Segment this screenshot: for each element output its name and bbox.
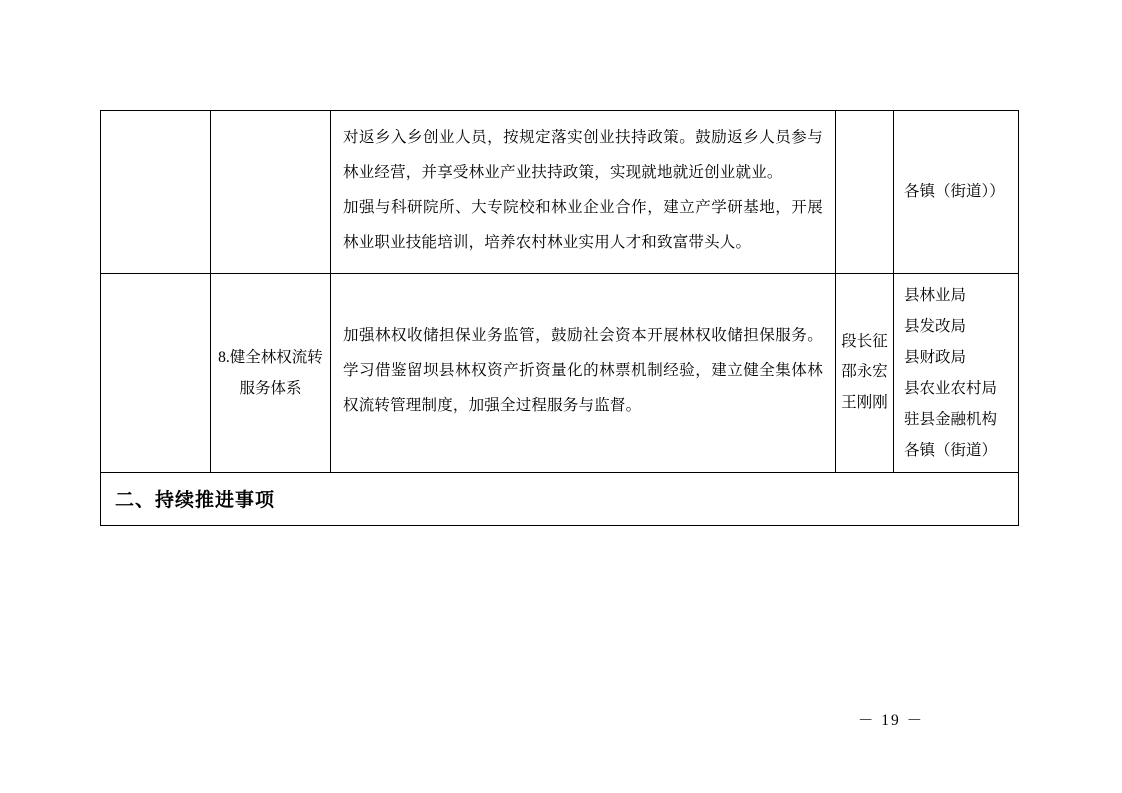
cell-section-title: [101, 472, 1019, 525]
unit-name: 各镇（街道）: [904, 441, 998, 459]
cell-responsible-units: [894, 273, 1019, 472]
person-name: 邵永宏: [841, 363, 888, 381]
unit-name: 县发改局: [904, 317, 967, 335]
cell-item-name: [211, 111, 331, 274]
section-title: 二、持续推进事项: [115, 490, 276, 511]
description-paragraph: 对返乡入乡创业人员，按规定落实创业扶持政策。鼓励返乡人员参与林业经营，并享受林业产业扶持政策，实现就地就近创业就业。: [343, 129, 823, 181]
unit-name: 县财政局: [904, 348, 967, 366]
cell-responsible-persons: [836, 273, 894, 472]
cell-category: [101, 111, 211, 274]
cell-description: [331, 273, 836, 472]
person-name: 段长征: [841, 333, 888, 351]
page-footer: [0, 708, 1122, 730]
page-number: － 19 －: [857, 712, 925, 729]
description-paragraph: 加强林权收储担保业务监管，鼓励社会资本开展林权收储担保服务。学习借鉴留坝县林权资产折资量化的林票机制经验，建立健全集体林权流转管理制度，加强全过程服务与监督。: [343, 327, 823, 414]
section-heading-row: [101, 472, 1019, 525]
unit-name: 各镇（街道））: [904, 183, 1005, 201]
cell-category: [101, 273, 211, 472]
person-name: 王刚刚: [841, 393, 888, 411]
task-table: [100, 110, 1019, 526]
unit-name: 县林业局: [904, 286, 967, 304]
cell-description: [331, 111, 836, 274]
description-paragraph: 加强与科研院所、大专院校和林业企业合作，建立产学研基地，开展林业职业技能培训，培养农村林业实用人才和致富带头人。: [343, 198, 823, 251]
unit-name: 驻县金融机构: [904, 410, 998, 428]
unit-name: 县农业农村局: [904, 379, 998, 397]
cell-item-name: 8.健全林权流转服务体系: [211, 273, 331, 472]
table-row: [101, 111, 1019, 274]
cell-responsible-persons: [836, 111, 894, 274]
cell-responsible-units: [894, 111, 1019, 274]
table-row: [101, 273, 1019, 472]
